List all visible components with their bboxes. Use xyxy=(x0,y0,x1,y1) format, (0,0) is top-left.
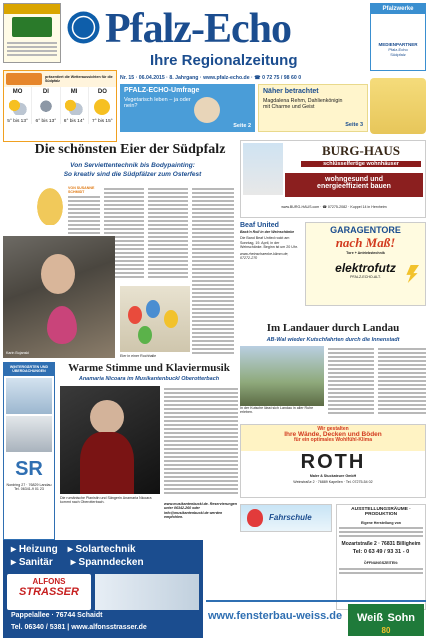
lead-photo-eggs xyxy=(120,286,190,352)
concert-text xyxy=(164,386,238,498)
cloud-sun-icon xyxy=(65,99,83,115)
burghaus-title xyxy=(301,143,421,159)
strasser-phone: Tel. 06340 / 5381 xyxy=(11,624,66,631)
masthead-logo xyxy=(66,10,101,45)
beaf-title: Beaf United xyxy=(240,222,279,229)
roth-name: ROTH xyxy=(300,451,366,473)
lead-caption-right: Eier in einer Rochhalle xyxy=(120,354,157,358)
burghaus-slogan-2: energieeffizient bauen xyxy=(317,183,391,190)
masthead-title: Pfalz-Echo xyxy=(105,6,291,52)
cloud-sun-icon xyxy=(9,99,27,115)
ceiling-label: Spanndecken xyxy=(78,557,144,568)
weather-header xyxy=(4,71,116,87)
wintergarten-ad[interactable] xyxy=(3,362,55,540)
wintergarten-header: WINTERGÄRTEN UND ÜBERDACHUNGEN xyxy=(4,363,54,376)
weather-temp: 7° bis 15° xyxy=(92,119,113,124)
sr-logo: SR xyxy=(15,457,43,480)
burghaus-house-image xyxy=(243,143,283,195)
strasser-company-1: ALFONS xyxy=(32,577,66,586)
weather-banner: präsentiert die Wetteraussichten für die Südpfalz xyxy=(45,74,113,83)
concert-caption: Die rumänische Pianistin und Sängerin Anamaria Nicoara kommt nach Oberotterbach. xyxy=(60,496,152,505)
survey-photo xyxy=(194,97,220,123)
strasser-company-2: STRASSER xyxy=(19,586,79,598)
photo-egg xyxy=(47,306,77,344)
strasser-logo xyxy=(7,574,91,610)
strasser-web[interactable]: www.alfonsstrasser.de xyxy=(71,624,147,631)
garagentore-ad[interactable] xyxy=(305,222,426,306)
beaf-article xyxy=(240,222,300,318)
garage-sub: Tore + Antriebstechnik xyxy=(346,251,385,255)
lead-text-col-4 xyxy=(192,186,234,356)
closer-page: Seite 3 xyxy=(345,122,363,128)
burghaus-contact: www.BURG-HAUS.com · ☎ 07275-2082 · Kuppel 14 in Herxheim xyxy=(281,205,387,209)
heating-line-3: ▸ Sanitär xyxy=(11,557,53,568)
lead-subhead-2: So kreativ sind die Südpfälzer zum Osterfest xyxy=(63,171,202,178)
strasser-address-row: Pappelallee · 76744 Schaidt xyxy=(11,612,103,619)
production-hours-title: ÖFFNUNGSZEITEN: xyxy=(363,561,399,566)
heating-row-2 xyxy=(3,555,203,568)
weather-sponsor-logo xyxy=(6,73,42,85)
garage-title: GARAGENTORE xyxy=(330,225,401,235)
elektro-sub: PFALZ-ECHO-ALT. xyxy=(350,275,381,280)
solar-label: Solartechnik xyxy=(75,544,136,555)
landauer-headline: Im Landauer durch Landau xyxy=(266,322,400,334)
partner-ad-top: Pfalzwerke xyxy=(371,4,425,14)
weather-day xyxy=(4,87,32,124)
lead-headline: Die schönsten Eier der Südpfalz xyxy=(34,142,226,157)
production-ad[interactable] xyxy=(336,504,426,610)
weather-day-name: DO xyxy=(97,89,107,95)
survey-text: Vegetarisch leben – ja oder nein? xyxy=(124,97,191,109)
balloon-ad[interactable] xyxy=(240,504,332,532)
closer-teaser[interactable] xyxy=(258,84,368,132)
weather-day xyxy=(32,87,60,124)
landauer-text-col-2 xyxy=(378,346,426,418)
cloud-rain-icon xyxy=(37,99,55,115)
heating-line-1: ▸ Heizung xyxy=(11,544,58,555)
issue-info: Nr. 15 · 06.04.2015 · 8. Jahrgang · www.pfalz-echo.de · ☎ 0 72 75 / 98 60 0 xyxy=(120,75,302,81)
landauer-text-col-1 xyxy=(328,346,374,418)
concert-footer: www.musikantenbuckl.de. Reservierungen unter 06342-260 oder info@musikantenbuckl.de werden empfohlen. xyxy=(164,502,237,520)
survey-title: PFALZ-ECHO-Umfrage xyxy=(124,87,200,94)
concert-photo xyxy=(60,386,160,494)
window-years: 80 xyxy=(381,626,391,635)
burghaus-title-text: BURG-HAUS xyxy=(321,143,400,158)
weather-section xyxy=(3,70,117,142)
sunday-ad-box[interactable] xyxy=(3,3,61,63)
beaf-text: Die Band Beaf United rockt am Sonntag, 19. April, in der Weinschänke. Beginn ist um 20 Uhr. xyxy=(240,236,298,250)
concert-subhead: Anamaria Nicoara im Musikantenbuckl Oberotterbach xyxy=(78,376,220,382)
egg-shape xyxy=(138,326,152,344)
partner-ad-line-1: Pfalz-Echo xyxy=(388,47,408,52)
lead-subhead-1: Von Serviettentechnik bis Bodypainting: xyxy=(70,162,195,169)
landauer-subhead: AB-Wal wieder Kutschfahrten durch die Innenstadt xyxy=(266,337,400,343)
heating-line-4: ▸ Spanndecken xyxy=(70,557,144,568)
roth-banner-2: Ihre Wände, Decken und Böden xyxy=(284,431,382,439)
weather-day-name: MO xyxy=(12,89,23,95)
egg-shape xyxy=(164,310,178,328)
weather-day xyxy=(61,87,89,124)
strasser-contact-row: Tel. 06340 / 5381 | www.alfonsstrasser.de xyxy=(11,624,147,631)
roth-banner xyxy=(241,425,425,451)
strasser-zip: 76744 Schaidt xyxy=(55,612,103,619)
weather-days xyxy=(4,87,116,124)
closer-title: Näher betrachtet xyxy=(263,88,319,95)
issue-number: Nr. 15 xyxy=(120,75,135,81)
partner-ad[interactable] xyxy=(370,3,426,71)
issue-phone: ☎ 0 72 75 / 98 60 0 xyxy=(254,75,302,81)
heating-row-1 xyxy=(3,540,203,555)
window-ad[interactable] xyxy=(206,600,426,638)
sr-phone: Tel. 06341-9 01 23 xyxy=(14,487,44,492)
lead-byline: VON SUSANNE SCHMIDT xyxy=(68,186,95,195)
burghaus-slogan-1: wohngesund und xyxy=(325,176,383,183)
masthead-subtitle: Ihre Regionalzeitung xyxy=(150,52,298,69)
lead-caption-left: Karin Bujanski xyxy=(6,351,29,355)
weather-day-name: MI xyxy=(70,89,78,95)
lead-photo-egg xyxy=(35,185,65,225)
wintergarten-image-1 xyxy=(6,378,52,414)
egg-shape xyxy=(128,306,142,324)
beaf-web: www.rheinschaenke-klimm.de, 07272-270 xyxy=(240,251,289,261)
burghaus-tagline: schlüsselfertige wohnhäuser xyxy=(301,161,421,167)
heating-line-2: ▸ Solartechnik xyxy=(67,544,136,555)
echo-logo-icon xyxy=(66,10,101,45)
roth-banner-3: für ein optimales Wohlfühl-Klima xyxy=(294,437,372,444)
closer-text: Magdalena Rehm, Dahlienkönigin mit Charme und Geist xyxy=(263,98,343,110)
survey-teaser[interactable] xyxy=(120,84,255,132)
strasser-photo xyxy=(95,574,199,610)
garage-slogan: nach Maß! xyxy=(335,235,396,250)
concert-headline: Warme Stimme und Klaviermusik xyxy=(68,362,230,374)
roth-banner-1: Wir gestalten xyxy=(317,426,349,432)
balloon-text: Fahrschule xyxy=(269,513,312,522)
photo-dress xyxy=(80,432,134,494)
lead-photo-woman xyxy=(3,236,115,358)
production-phone: Tel: 0 63 49 / 93 31 - 0 xyxy=(352,549,410,556)
weather-day xyxy=(89,87,116,124)
beaf-sub: Back'n Roll in der Weinschänke xyxy=(240,230,295,234)
weather-temp: 6° bis 13° xyxy=(35,119,57,124)
sunday-ad-header xyxy=(4,4,60,14)
weather-temp: 5° bis 13° xyxy=(7,119,28,124)
burghaus-ad[interactable] xyxy=(240,140,426,218)
production-own: Eigene Herstellung von xyxy=(361,521,401,525)
survey-page: Seite 2 xyxy=(233,123,251,129)
window-web[interactable]: www.fensterbau-weiss.de xyxy=(208,610,343,622)
window-logo xyxy=(348,604,424,636)
issue-volume: 8. Jahrgang xyxy=(169,75,199,81)
sun-icon xyxy=(94,99,110,115)
egg-shape xyxy=(146,300,160,318)
closer-photo xyxy=(370,78,426,134)
heating-ad[interactable] xyxy=(3,540,203,638)
photo-singer xyxy=(90,400,124,434)
strasser-address: Pappelallee xyxy=(11,612,50,619)
wintergarten-image-2 xyxy=(6,416,52,452)
production-address: Mozartstraße 2 · 76831 Billigheim xyxy=(341,541,421,548)
issue-date: 06.04.2015 xyxy=(138,75,165,81)
roth-ad[interactable] xyxy=(240,424,426,498)
burghaus-slogan-box xyxy=(285,173,423,197)
partner-ad-line-2: Südpfalz xyxy=(390,52,406,57)
issue-website: www.pfalz-echo.de xyxy=(203,75,250,81)
roth-address: Weinstraße 2 · 76889 Kapellen · Tel. 07275-54 02 xyxy=(293,480,373,485)
roth-sub: Maler & Stuckateure GmbH xyxy=(309,474,357,478)
sunday-ad-logo xyxy=(12,17,52,37)
lead-text-col-3 xyxy=(148,186,188,280)
window-logo-2: Sohn xyxy=(387,612,416,624)
sanitary-label: Sanitär xyxy=(18,557,53,568)
balloon-icon xyxy=(247,509,263,527)
production-title: AUSSTELLUNGSRÄUME · PRODUKTION xyxy=(351,507,411,517)
window-logo-1: Weiß xyxy=(356,612,384,624)
partner-ad-label: MEDIENPARTNER xyxy=(378,42,418,47)
landauer-caption: In der Kutsche lässt sich Landau in aller Ruhe erleben. xyxy=(240,406,314,415)
sr-address: Nordring 27 · 76829 Landau xyxy=(6,482,52,487)
weather-day-name: DI xyxy=(42,89,49,95)
heating-label: Heizung xyxy=(18,544,58,555)
weather-temp: 6° bis 14° xyxy=(63,119,85,124)
elektro-title: elektrofutz xyxy=(335,261,396,276)
photo-face xyxy=(41,254,75,294)
landauer-photo xyxy=(240,346,324,406)
